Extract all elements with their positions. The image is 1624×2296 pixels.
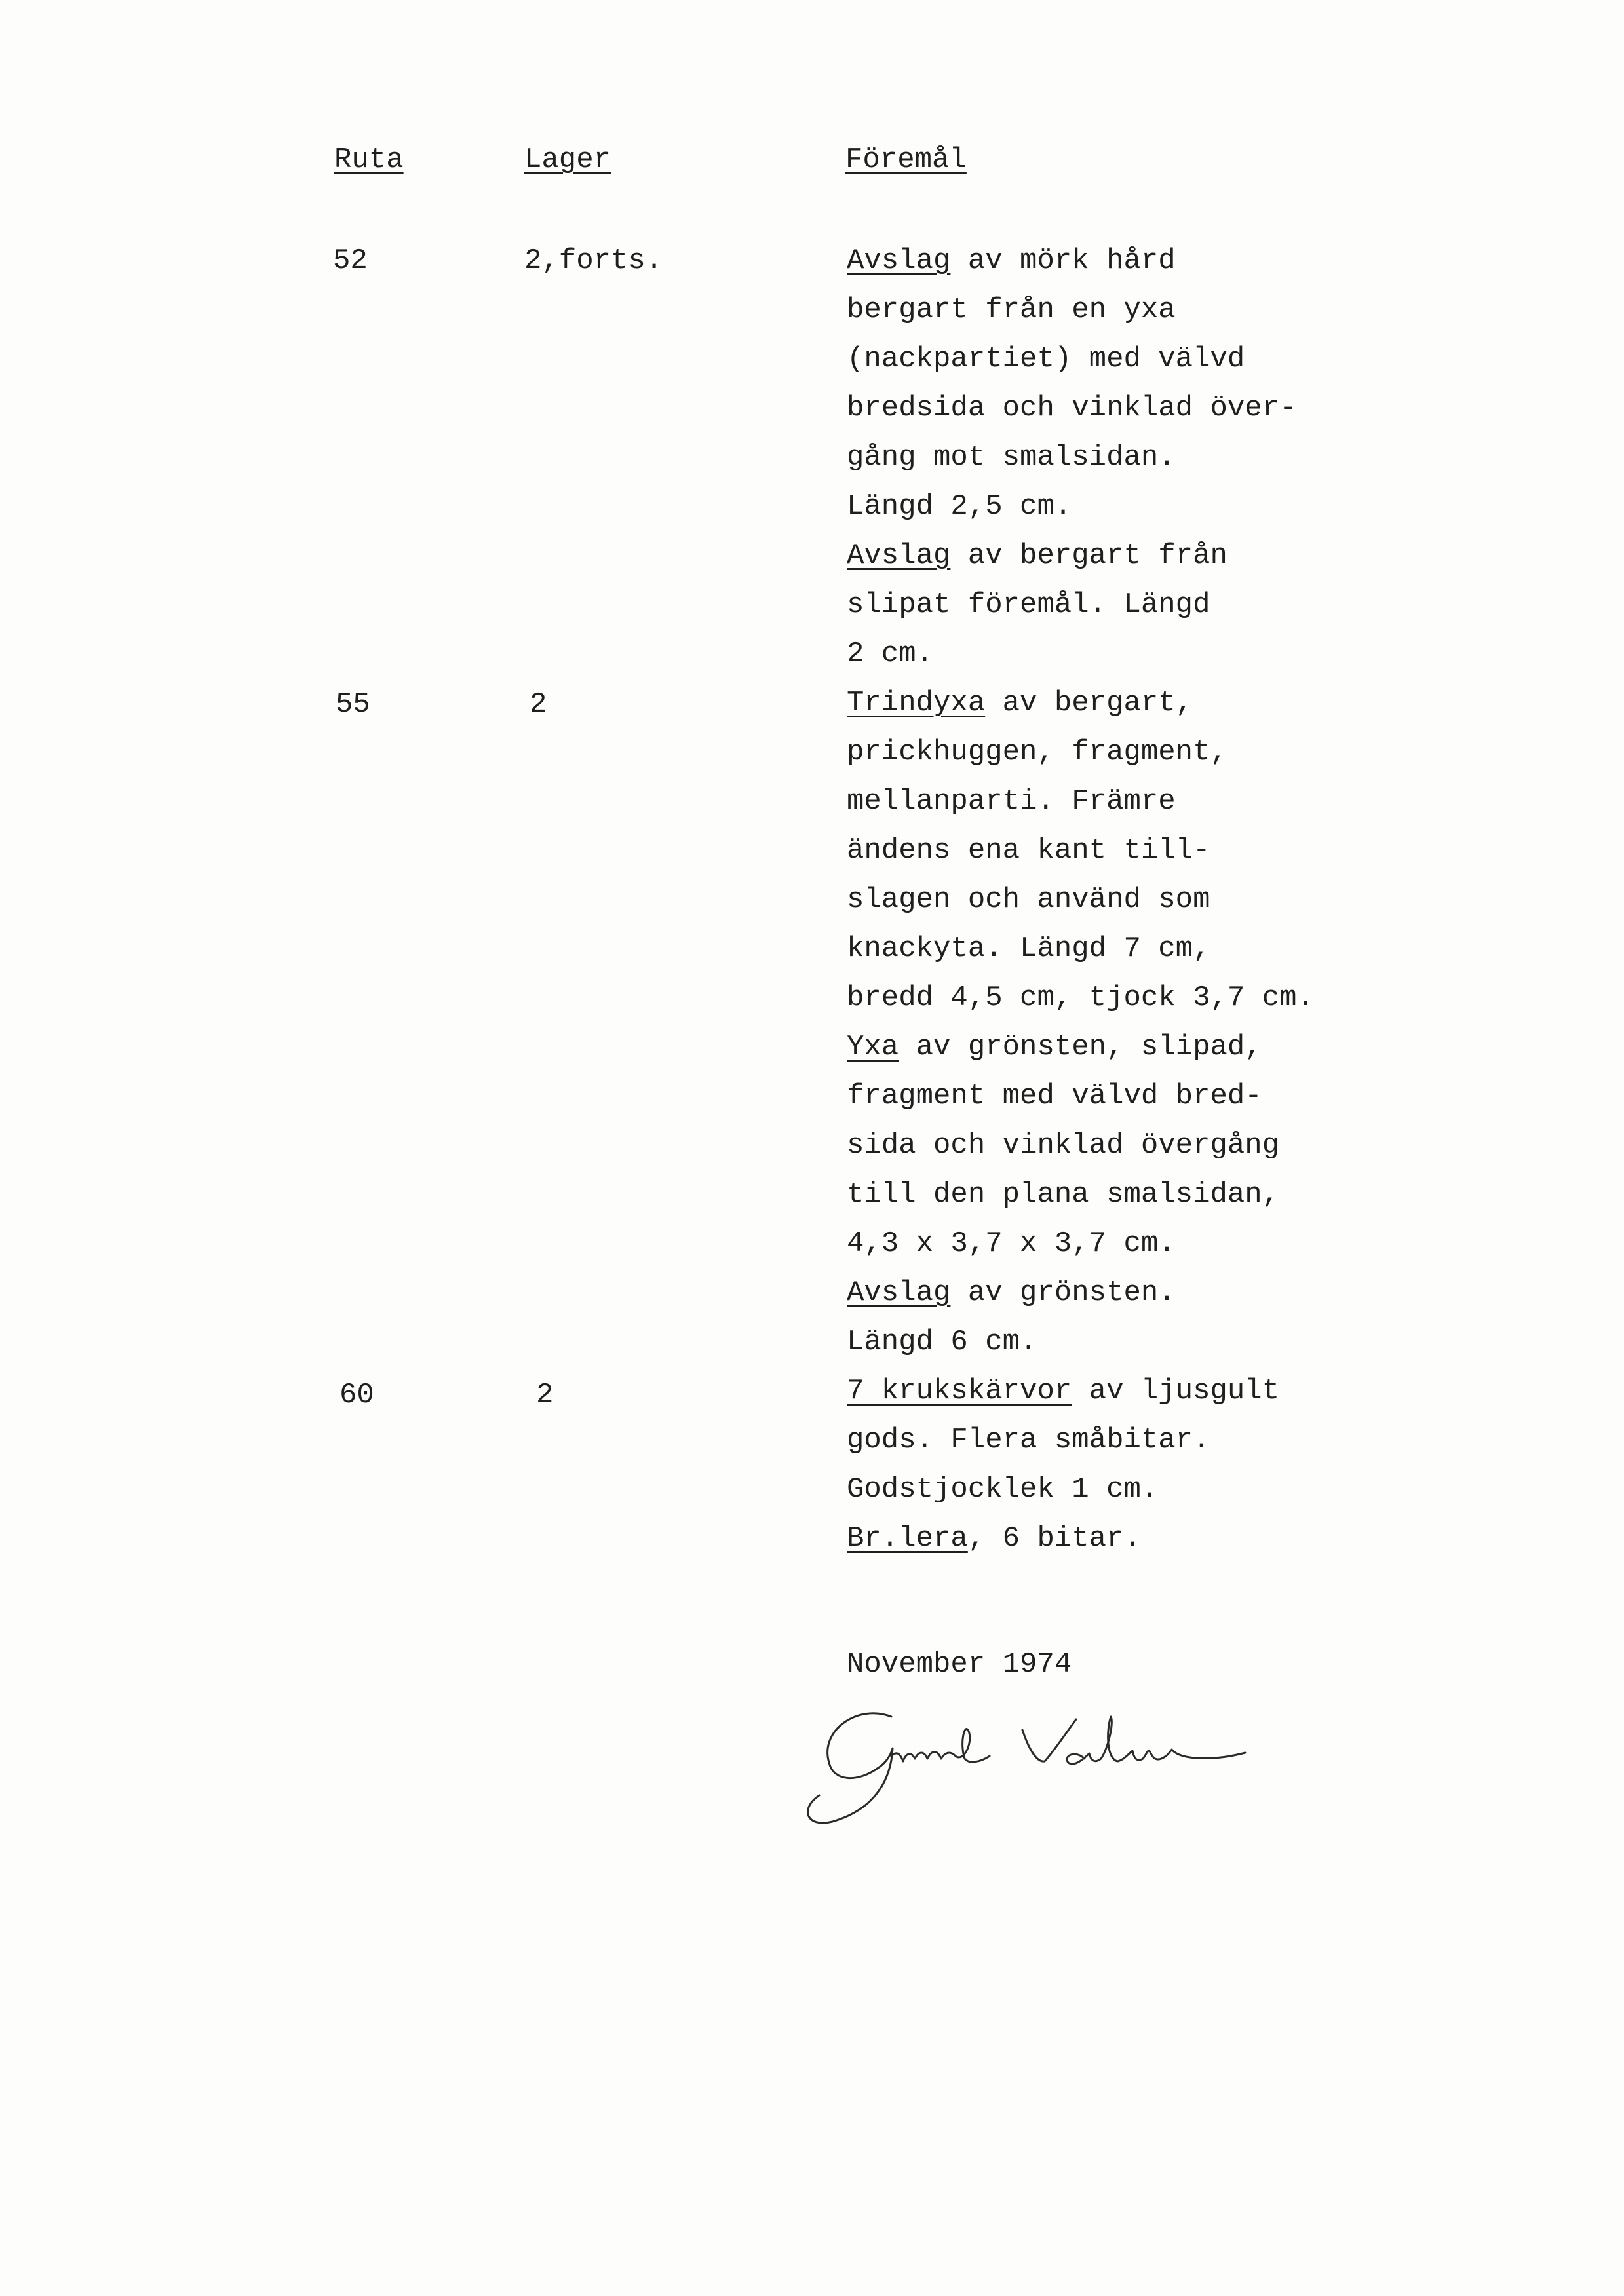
foremal-text: av grönsten, slipad, <box>899 1031 1262 1063</box>
ruta-cell-55: 55 <box>336 688 370 721</box>
foremal-line <box>847 689 1193 718</box>
foremal-line <box>847 443 1176 472</box>
ruta-cell-52: 52 <box>333 244 368 277</box>
foremal-line <box>847 1229 1176 1258</box>
foremal-line <box>847 1278 1176 1307</box>
foremal-text: Längd 6 cm. <box>847 1326 1037 1358</box>
foremal-text: gång mot smalsidan. <box>847 441 1176 474</box>
foremal-text: gods. Flera småbitar. <box>847 1424 1210 1457</box>
foremal-text: av bergart från <box>950 539 1228 572</box>
foremal-line <box>847 1328 1037 1356</box>
foremal-text: prickhuggen, fragment, <box>847 736 1228 769</box>
foremal-text: mellanparti. Främre <box>847 785 1176 818</box>
foremal-term: Avslag <box>847 244 951 277</box>
foremal-line <box>847 1426 1210 1455</box>
foremal-text: slipat föremål. Längd <box>847 588 1210 621</box>
foremal-text: (nackpartiet) med välvd <box>847 343 1245 375</box>
foremal-line <box>847 640 933 668</box>
foremal-text: , 6 bitar. <box>967 1522 1141 1555</box>
foremal-line <box>847 934 1210 963</box>
foremal-line <box>847 984 1314 1012</box>
foremal-term: Trindyxa <box>847 687 986 719</box>
foremal-line <box>847 1524 1141 1553</box>
foremal-text: fragment med välvd bred- <box>847 1080 1262 1113</box>
foremal-text: av bergart, <box>985 687 1193 719</box>
foremal-line <box>847 590 1210 619</box>
header-foremal: Föremål <box>845 144 967 176</box>
lager-cell-60: 2 <box>536 1379 554 1411</box>
foremal-line <box>847 296 1176 324</box>
foremal-text: 4,3 x 3,7 x 3,7 cm. <box>847 1227 1176 1260</box>
foremal-text: av mörk hård <box>950 244 1176 277</box>
foremal-line <box>847 1082 1262 1111</box>
lager-cell-55: 2 <box>530 688 547 721</box>
foremal-text: Längd 2,5 cm. <box>847 490 1072 523</box>
lager-cell-52: 2,forts. <box>524 244 663 277</box>
foremal-text: Godstjocklek 1 cm. <box>847 1473 1159 1506</box>
foremal-line <box>847 541 1228 570</box>
foremal-line <box>847 492 1072 521</box>
foremal-line <box>847 394 1297 423</box>
foremal-term: Avslag <box>847 1276 951 1309</box>
foremal-line <box>847 345 1245 373</box>
handwritten-signature <box>793 1691 1278 1835</box>
foremal-line <box>847 836 1210 865</box>
document-date: November 1974 <box>847 1648 1072 1681</box>
foremal-text: till den plana smalsidan, <box>847 1178 1280 1211</box>
foremal-text: av ljusgult <box>1072 1375 1280 1407</box>
foremal-text: bredd 4,5 cm, tjock 3,7 cm. <box>847 982 1314 1014</box>
ruta-cell-60: 60 <box>339 1379 374 1411</box>
foremal-text: knackyta. Längd 7 cm, <box>847 932 1210 965</box>
foremal-term: Avslag <box>847 539 951 572</box>
foremal-line <box>847 885 1210 914</box>
foremal-line <box>847 787 1176 816</box>
foremal-term: Yxa <box>847 1031 899 1063</box>
foremal-text: sida och vinklad övergång <box>847 1129 1280 1162</box>
foremal-text: av grönsten. <box>950 1276 1176 1309</box>
foremal-line <box>847 1180 1279 1209</box>
foremal-line <box>847 1033 1262 1062</box>
header-ruta: Ruta <box>334 144 404 176</box>
foremal-text: bergart från en yxa <box>847 294 1176 326</box>
foremal-term: Br.lera <box>847 1522 968 1555</box>
foremal-text: 2 cm. <box>847 638 934 670</box>
foremal-line <box>847 246 1176 275</box>
foremal-line <box>847 1475 1158 1504</box>
foremal-text: ändens ena kant till- <box>847 834 1210 867</box>
foremal-line <box>847 1131 1279 1160</box>
foremal-line <box>847 1377 1279 1406</box>
foremal-line <box>847 738 1228 767</box>
foremal-term: 7 krukskärvor <box>847 1375 1072 1407</box>
foremal-text: bredsida och vinklad över- <box>847 392 1297 425</box>
foremal-text: slagen och använd som <box>847 883 1210 916</box>
header-lager: Lager <box>524 144 611 176</box>
